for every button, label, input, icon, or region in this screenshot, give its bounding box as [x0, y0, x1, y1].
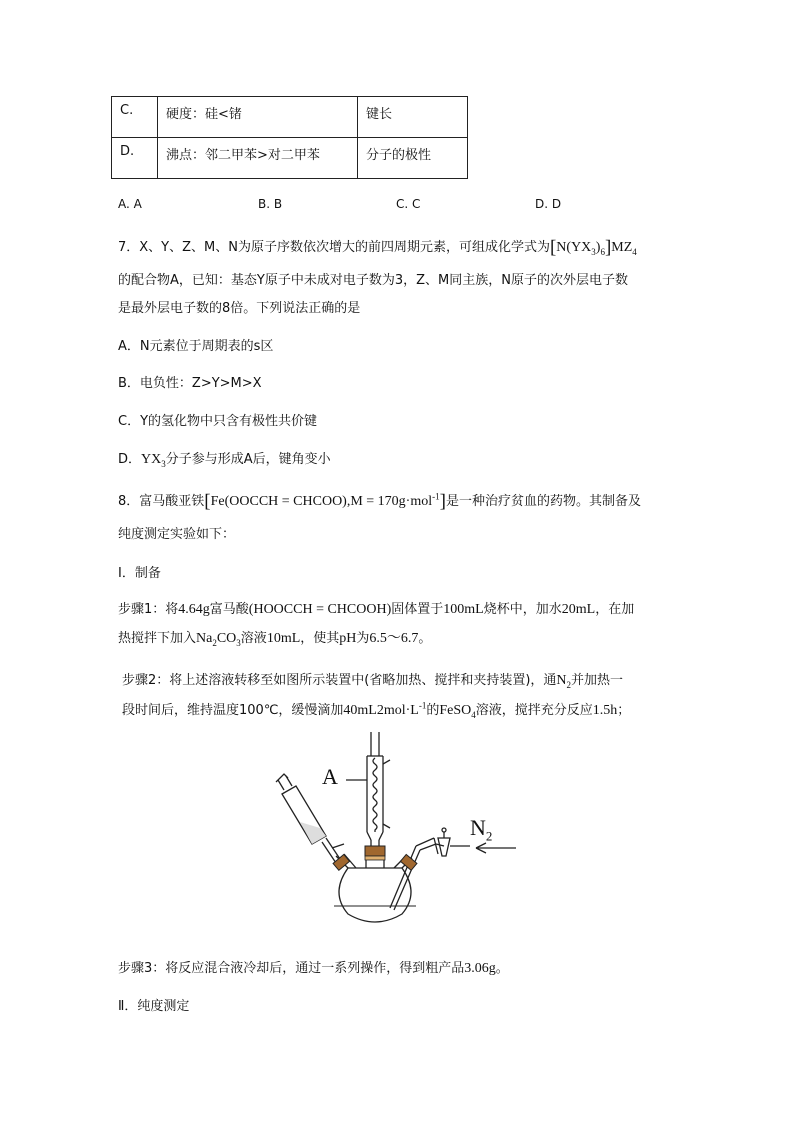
q6-choice-a: A. A [118, 197, 142, 211]
q7-option-d: D．$YX_3$分子参与形成A后，键角变小 [118, 452, 331, 469]
figure-label-condenser: A [322, 764, 338, 789]
q6-choice-d: D. D [535, 197, 562, 211]
figure-label-nitrogen: $N_2$ [470, 815, 493, 844]
section-heading-purity: Ⅱ．纯度测定 [118, 999, 190, 1014]
table-row [112, 138, 468, 179]
table-cell-property: 硬度：硅<锗 [158, 97, 358, 138]
q8-stem-line1: 8．富马酸亚铁[Fe(OOCCH = CHCOO),M = 170g·mol$^{-1}$]是一种治疗贫血的药物。其制备及 [118, 491, 641, 512]
q8-stem-line2: 纯度测定实验如下： [118, 527, 236, 542]
step2-line2: 段时间后，维持温度100℃，缓慢滴加$40mL2mol\cdot L^{-1}$的FeSO$_4$溶液，搅拌充分反应1.5h； [122, 700, 631, 720]
step1-line2: 热搅拌下加入$Na_2CO_3$溶液10mL，使其pH为6.5～6.7。 [118, 631, 432, 648]
table-cell-option: C. [112, 97, 158, 138]
q7-option-a: A．N元素位于周期表的s区 [118, 339, 274, 354]
q7-option-c: C．Y的氢化物中只含有极性共价键 [118, 414, 318, 429]
step3-line: 步骤3：将反应混合液冷却后，通过一系列操作，得到粗产品3.06g。 [118, 961, 509, 976]
q7-optd-formula: $YX_3$ [141, 452, 166, 469]
options-table [111, 96, 468, 179]
center-stopper [365, 846, 385, 856]
q7-option-b: B．电负性：Z>Y>M>X [118, 376, 262, 391]
table-cell-reason: 分子的极性 [358, 138, 468, 179]
step2-line1: 步骤2：将上述溶液转移至如图所示装置中(省略加热、搅拌和夹持装置)，通$N_2$并加热一 [122, 673, 624, 690]
table-cell-option: D. [112, 138, 158, 179]
q6-choice-c: C. C [396, 197, 421, 211]
q7-stem-text: 7．X、Y、Z、M、N为原子序数依次增大的前四周期元素，可组成化学式为 [118, 240, 550, 255]
q7-formula: $[N(YX_3)_6]MZ_4$ [549, 237, 637, 258]
table-cell-reason: 键长 [358, 97, 468, 138]
table-cell-property: 沸点：邻二甲苯>对二甲苯 [158, 138, 358, 179]
q7-stem-line1 [118, 236, 637, 259]
q7-stem-line3: 是最外层电子数的8倍。下列说法正确的是 [118, 301, 361, 316]
step1-line1: 步骤1：将4.64g富马酸(HOOCCH = CHCOOH)固体置于100mL烧杯中，加水20mL，在加 [118, 602, 635, 617]
q7-stem-line2: 的配合物A，已知：基态Y原子中未成对电子数为3，Z、M同主族，N原子的次外层电子数 [118, 273, 628, 288]
table-row [112, 97, 468, 138]
section-heading-preparation: I．制备 [118, 566, 161, 581]
q8-formula: [Fe(OOCCH = CHCOO),M = 170g·mol$^{-1}$] [204, 491, 446, 512]
q6-choice-b: B. B [258, 197, 283, 211]
